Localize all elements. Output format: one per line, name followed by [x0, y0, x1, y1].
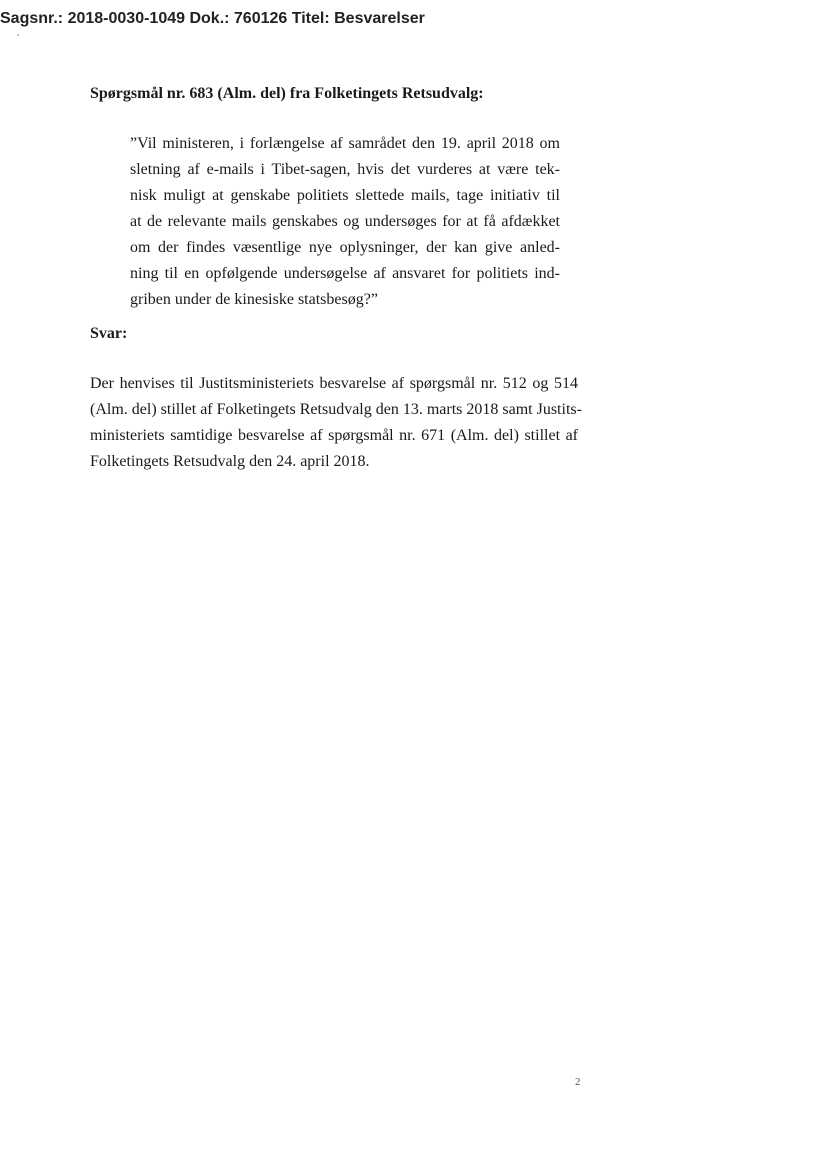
quote-line: sletning af e-mails i Tibet-sagen, hvis det vurderes at være tek- — [130, 161, 560, 178]
answer-line: Der henvises til Justitsministeriets besvarelse af spørgsmål nr. 512 og 514 — [90, 375, 578, 392]
answer-line: Folketingets Retsudvalg den 24. april 2018. — [90, 453, 370, 470]
quote-line: at de relevante mails genskabes og undersøges for at få afdækket — [130, 213, 560, 230]
answer-line: ministeriets samtidige besvarelse af spørgsmål nr. 671 (Alm. del) stillet af — [90, 427, 578, 444]
answer-line: (Alm. del) stillet af Folketingets Retsudvalg den 13. marts 2018 samt Justits- — [90, 401, 582, 418]
quote-line: ”Vil ministeren, i forlængelse af samrådet den 19. april 2018 om — [130, 135, 560, 152]
answer-heading: Svar: — [90, 325, 128, 342]
answer-body — [90, 371, 582, 475]
quote-line: ning til en opfølgende undersøgelse af ansvaret for politiets ind- — [130, 265, 560, 282]
scan-artifact-dot — [17, 34, 19, 36]
question-quote — [130, 131, 560, 313]
quote-line: om der findes væsentlige nye oplysninger, der kan give anled- — [130, 239, 560, 256]
quote-line: griben under de kinesiske statsbesøg?” — [130, 291, 378, 308]
page-number: 2 — [575, 1076, 581, 1088]
quote-line: nisk muligt at genskabe politiets slettede mails, tage initiativ til — [130, 187, 560, 204]
case-header: Sagsnr.: 2018-0030-1049 Dok.: 760126 Titel: Besvarelser — [0, 10, 425, 27]
question-title: Spørgsmål nr. 683 (Alm. del) fra Folketingets Retsudvalg: — [90, 85, 484, 102]
